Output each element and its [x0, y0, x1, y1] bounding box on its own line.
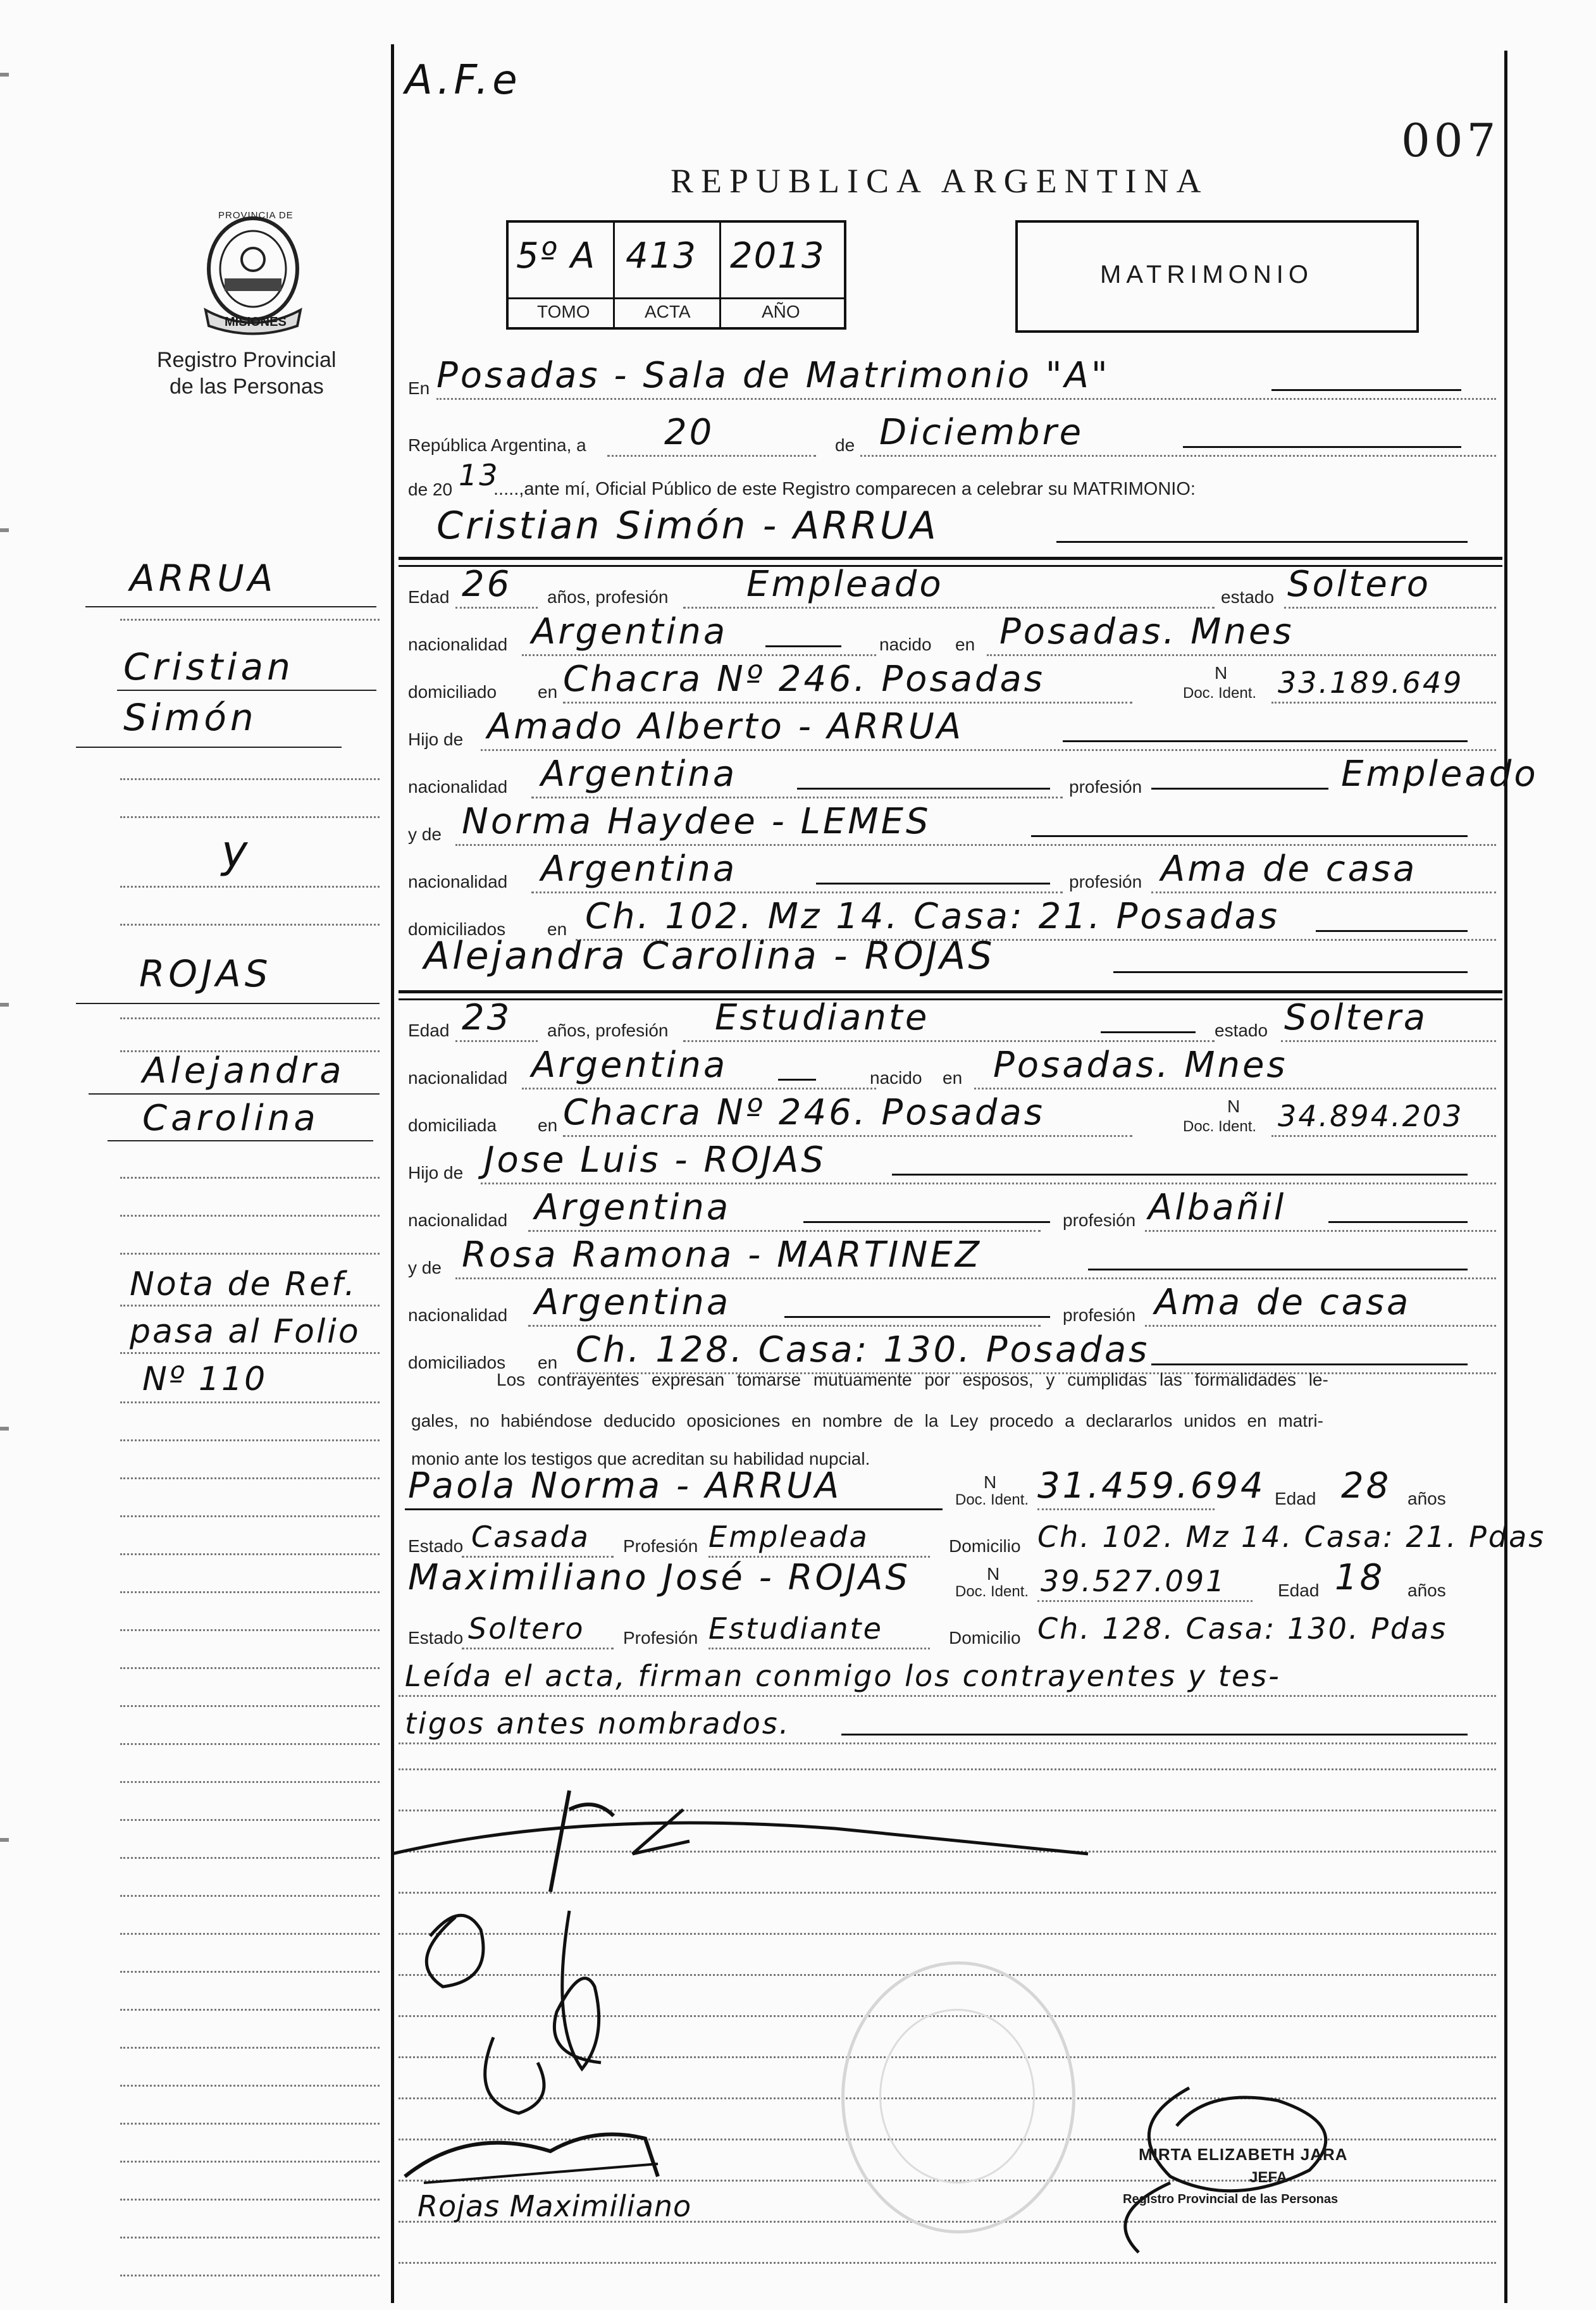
witness1-domicilio: Ch. 102. Mz 14. Casa: 21. Pdas	[1037, 1520, 1546, 1554]
groom-estado-label: estado	[1221, 587, 1275, 607]
official-office: Registro Provincial de las Personas	[1123, 2192, 1339, 2206]
witness2-doc-n: N	[987, 1564, 1000, 1584]
bride-father-nac: Argentina	[535, 1187, 731, 1228]
bride-mother-label: y de	[408, 1258, 442, 1277]
bride-nacionalidad: Argentina	[531, 1045, 728, 1086]
opening-place-row	[399, 355, 1496, 405]
groom-domicilio: Chacra Nº 246. Posadas	[563, 659, 1045, 700]
bride-full-name: Alejandra Carolina - ROJAS	[424, 934, 995, 978]
official-title: JEFA	[1249, 2169, 1288, 2186]
bride-parents-dom-label: domiciliados	[408, 1353, 506, 1372]
bride-nacido-label: nacido	[870, 1068, 922, 1088]
bride-father-prof: Albañil	[1148, 1187, 1287, 1228]
bride-mother-nac-label: nacionalidad	[408, 1305, 508, 1325]
margin-note-line3: Nº 110	[142, 1360, 268, 1398]
ano-value: 2013	[730, 235, 826, 276]
registry-seal	[193, 209, 313, 335]
declaration-line1: Los contrayentes expresan tomarse mutuamente por esposos, y cumplidas las formalidades le-	[497, 1370, 1328, 1389]
witness1-edad-label: Edad	[1275, 1489, 1316, 1508]
groom-age-row	[399, 564, 1496, 614]
tomo-value: 5º A	[516, 235, 597, 276]
groom-father-prof-label: profesión	[1069, 777, 1142, 797]
witness1-profesion: Empleada	[708, 1520, 869, 1554]
margin-conjunction: y	[221, 826, 252, 878]
margin-groom-given2: Simón	[123, 696, 257, 739]
margin-bride-surname: ROJAS	[139, 952, 272, 995]
declaration-line2: gales, no habiéndose deducido oposiciones en nombre de la Ley procedo a declararlos unidos en matri-	[411, 1411, 1323, 1431]
groom-doc: 33.189.649	[1278, 666, 1464, 700]
bride-edad-label: Edad	[408, 1021, 450, 1040]
official-name: MIRTA ELIZABETH JARA	[1139, 2145, 1348, 2164]
groom-parents-dom-en: en	[547, 919, 567, 939]
bride-mother-nat-row	[399, 1282, 1496, 1332]
groom-mother-nat-row	[399, 848, 1496, 898]
groom-nationality-row	[399, 611, 1496, 661]
groom-doc-n: N	[1215, 663, 1228, 683]
witness1-edad: 28	[1341, 1465, 1392, 1506]
groom-father-nat-row	[399, 754, 1538, 804]
groom-mother-nac: Argentina	[541, 848, 738, 890]
groom-parents-dom: Ch. 102. Mz 14. Casa: 21. Posadas	[585, 896, 1280, 937]
groom-estado: Soltero	[1287, 564, 1432, 605]
groom-divider	[399, 557, 1502, 560]
witness2-profesion-label: Profesión	[623, 1628, 698, 1648]
groom-nacido-label: nacido	[879, 635, 932, 654]
witness1-profesion-label: Profesión	[623, 1536, 698, 1556]
bride-mother-nac: Argentina	[535, 1282, 731, 1323]
groom-mother-prof-label: profesión	[1069, 872, 1142, 891]
bride-father: Jose Luis - ROJAS	[484, 1139, 826, 1181]
witness1-anos-label: años	[1407, 1489, 1446, 1508]
bride-profesion: Estudiante	[715, 997, 930, 1038]
seal-top-text: PROVINCIA DE	[218, 210, 294, 221]
witness-signed-name: Rojas Maximiliano	[418, 2189, 692, 2223]
witness2-domicilio-label: Domicilio	[949, 1628, 1021, 1648]
de-label: de	[835, 435, 855, 455]
bride-nationality-row	[399, 1045, 1496, 1095]
witness2-profesion: Estudiante	[708, 1611, 883, 1646]
groom-profesion: Empleado	[746, 564, 944, 605]
ano-label: AÑO	[762, 302, 800, 321]
groom-mother-label: y de	[408, 824, 442, 844]
witness2-name: Maximiliano José - ROJAS	[408, 1557, 911, 1598]
bride-estado: Soltera	[1284, 997, 1428, 1038]
witness2-edad: 18	[1335, 1557, 1385, 1598]
witness1-name: Paola Norma - ARRUA	[408, 1465, 842, 1506]
bride-father-nat-row	[399, 1187, 1496, 1237]
bride-doc-n: N	[1227, 1096, 1240, 1116]
groom-nacionalidad: Argentina	[531, 611, 728, 652]
corner-mark: A.F.e	[405, 57, 521, 104]
groom-domicile-row	[399, 659, 1496, 709]
en-label: En	[408, 378, 430, 398]
bride-nacionalidad-label: nacionalidad	[408, 1068, 508, 1088]
bride-doc-label: Doc. Ident.	[1183, 1118, 1257, 1135]
groom-doc-label: Doc. Ident.	[1183, 685, 1257, 702]
witness2-estado: Soltero	[468, 1611, 585, 1646]
margin-note-line1: Nota de Ref.	[130, 1265, 357, 1303]
opening-statement: .....,ante mí, Oficial Público de este Registro comparecen a celebrar su MATRIMONIO:	[493, 479, 1196, 499]
bride-doc: 34.894.203	[1278, 1099, 1464, 1133]
bride-domicilio-en: en	[538, 1115, 558, 1135]
bride-age-row	[399, 997, 1496, 1047]
opening-month: Diciembre	[879, 412, 1084, 453]
groom-full-name: Cristian Simón - ARRUA	[436, 504, 939, 548]
bride-domicilio: Chacra Nº 246. Posadas	[563, 1092, 1045, 1133]
bride-name-row	[399, 936, 1496, 987]
opening-date-row	[399, 412, 1496, 462]
groom-mother: Norma Haydee - LEMES	[462, 801, 931, 842]
groom-mother-nac-label: nacionalidad	[408, 872, 508, 891]
bride-mother: Rosa Ramona - MARTINEZ	[462, 1234, 982, 1276]
bride-mother-prof: Ama de casa	[1154, 1282, 1411, 1323]
groom-edad-label: Edad	[408, 587, 450, 607]
witness1-details-row	[399, 1518, 1546, 1563]
witness1-doc-n: N	[984, 1472, 997, 1492]
bride-parents-dom: Ch. 128. Casa: 130. Posadas	[576, 1329, 1150, 1370]
declaration-line3: monio ante los testigos que acreditan su habilidad nupcial.	[411, 1449, 870, 1469]
bride-divider	[399, 990, 1502, 993]
groom-father-row	[399, 706, 1496, 756]
groom-mother-row	[399, 801, 1496, 851]
witness1-estado: Casada	[471, 1520, 590, 1554]
country-title: REPUBLICA ARGENTINA	[671, 162, 1209, 200]
record-type: MATRIMONIO	[1100, 261, 1314, 289]
closing-line1: Leída el acta, firman conmigo los contrayentes y tes-	[405, 1659, 1281, 1693]
registry-name-line2: de las Personas	[170, 375, 324, 399]
witness1-doc: 31.459.694	[1037, 1465, 1266, 1506]
bride-father-prof-label: profesión	[1063, 1210, 1136, 1230]
bride-edad: 23	[462, 997, 512, 1038]
witness2-edad-label: Edad	[1278, 1580, 1320, 1600]
record-box	[506, 220, 846, 330]
punch-marks	[0, 0, 13, 2310]
groom-edad: 26	[462, 564, 512, 605]
bride-father-row	[399, 1139, 1496, 1189]
margin-bride-given1: Alejandra	[142, 1050, 345, 1091]
margin-groom-surname: ARRUA	[130, 557, 277, 600]
closing-line2: tigos antes nombrados.	[405, 1706, 791, 1741]
bride-mother-prof-label: profesión	[1063, 1305, 1136, 1325]
groom-domicilio-label: domiciliado	[408, 682, 497, 702]
folio-number: 007	[1401, 114, 1500, 167]
groom-father-nac: Argentina	[541, 754, 738, 795]
witness2-anos-label: años	[1407, 1580, 1446, 1600]
closing-row-2	[399, 1705, 1496, 1749]
witness2-details-row	[399, 1610, 1496, 1655]
bride-nacido-en: Posadas. Mnes	[993, 1045, 1288, 1086]
witness1-doc-label: Doc. Ident.	[955, 1491, 1029, 1508]
opening-place: Posadas - Sala de Matrimonio "A"	[436, 355, 1110, 396]
groom-father-label: Hijo de	[408, 730, 464, 749]
groom-profesion-label: años, profesión	[547, 587, 669, 607]
witness2-doc-label: Doc. Ident.	[955, 1583, 1029, 1600]
bride-profesion-label: años, profesión	[547, 1021, 669, 1040]
registry-name-line1: Registro Provincial	[157, 348, 337, 372]
acta-label: ACTA	[645, 302, 691, 321]
tomo-label: TOMO	[537, 302, 590, 321]
opening-day: 20	[664, 412, 715, 453]
bride-estado-label: estado	[1215, 1021, 1268, 1040]
bride-domicile-row	[399, 1092, 1496, 1142]
witness2-name-row	[399, 1557, 1496, 1607]
acta-value: 413	[626, 235, 697, 276]
witness1-name-row	[399, 1465, 1496, 1515]
witness1-domicilio-label: Domicilio	[949, 1536, 1021, 1556]
witness2-doc: 39.527.091	[1041, 1564, 1227, 1598]
groom-mother-prof: Ama de casa	[1161, 848, 1418, 890]
margin-groom-given1: Cristian	[123, 645, 294, 688]
witness2-estado-label: Estado	[408, 1628, 464, 1648]
republica-label: República Argentina, a	[408, 435, 586, 455]
witness2-domicilio: Ch. 128. Casa: 130. Pdas	[1037, 1611, 1448, 1646]
margin-bride-given2: Carolina	[142, 1098, 319, 1139]
bride-parents-dom-en: en	[538, 1353, 558, 1372]
bride-father-nac-label: nacionalidad	[408, 1210, 508, 1230]
seal-bottom-text: MISIONES	[225, 315, 287, 329]
record-type-box	[1015, 220, 1419, 333]
bride-domicilio-label: domiciliada	[408, 1115, 497, 1135]
groom-name-row	[399, 506, 1496, 557]
opening-year: 13	[459, 458, 500, 492]
groom-father-nac-label: nacionalidad	[408, 777, 508, 797]
witness1-estado-label: Estado	[408, 1536, 464, 1556]
margin-note-line2: pasa al Folio	[130, 1313, 361, 1351]
official-stamp	[841, 1961, 1075, 2233]
closing-row-1	[399, 1658, 1496, 1702]
groom-nacido-en: Posadas. Mnes	[999, 611, 1294, 652]
groom-en-label: en	[955, 635, 975, 654]
opening-statement-row	[399, 458, 1496, 506]
groom-parents-dom-label: domiciliados	[408, 919, 506, 939]
groom-domicilio-en: en	[538, 682, 558, 702]
de20-label: de 20	[408, 480, 453, 499]
bride-en-label: en	[943, 1068, 963, 1088]
groom-father-prof: Empleado	[1341, 754, 1538, 795]
groom-nacionalidad-label: nacionalidad	[408, 635, 508, 654]
bride-mother-row	[399, 1234, 1496, 1284]
groom-father: Amado Alberto - ARRUA	[487, 706, 964, 747]
bride-father-label: Hijo de	[408, 1163, 464, 1183]
